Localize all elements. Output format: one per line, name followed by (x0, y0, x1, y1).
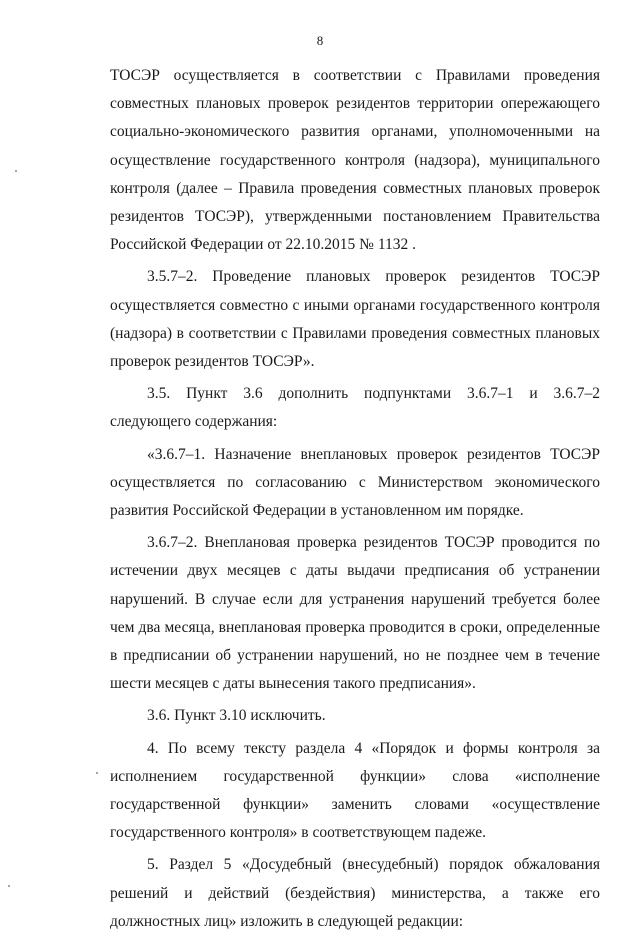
paragraph-3-5-7-2: 3.5.7–2. Проведение плановых проверок резидентов ТОСЭР осуществляется совместно с иными органами государственного контроля (надзора) в соответствии с Правилами проведения совместных плановых проверок резидентов ТОСЭР». (110, 268, 600, 371)
document-body (110, 62, 600, 936)
scan-speck (96, 772, 98, 774)
paragraph-3-5: 3.5. Пункт 3.6 дополнить подпунктами 3.6.7–1 и 3.6.7–2 следующего содержания: (110, 385, 600, 431)
paragraph-3-6-7-2: 3.6.7–2. Внеплановая проверка резидентов ТОСЭР проводится по истечении двух месяцев с даты выдачи предписания об устранении нарушений. В случае если для устранения нарушений требуется более чем два месяца, внеплановая проверка проводится в сроки, определенные в предписании об устранении нарушений, но не позднее чем в течение шести месяцев с даты вынесения такого предписания». (110, 534, 600, 693)
page-number: 8 (316, 33, 324, 48)
scan-speck (15, 170, 17, 172)
paragraph-3-6: 3.6. Пункт 3.10 исключить. (147, 707, 326, 725)
paragraph-continuation: ТОСЭР осуществляется в соответствии с Правилами проведения совместных плановых проверок резидентов территории опережающего социально-экономического развития органами, уполномоченными на осуществление государственного контроля (надзора), муниципального контроля (далее – Правила проведения совместных плановых проверок резидентов ТОСЭР), утвержденными постановлением Правительства Российской Федерации от 22.10.2015 № 1132 . (110, 67, 600, 254)
paragraph-5: 5. Раздел 5 «Досудебный (внесудебный) порядок обжалования решений и действий (бездействия) министерства, а также его должностных лиц» изложить в следующей редакции: (110, 856, 600, 930)
paragraph-4: 4. По всему тексту раздела 4 «Порядок и формы контроля за исполнением государственной функции» слова «исполнение государственной функции» заменить словами «осуществление государственного контроля» в соответствующем падеже. (110, 739, 600, 842)
paragraph-3-6-7-1: «3.6.7–1. Назначение внеплановых проверок резидентов ТОСЭР осуществляется по согласованию с Министерством экономического развития Российской Федерации в установленном им порядке. (110, 445, 600, 520)
scan-speck (8, 885, 10, 887)
